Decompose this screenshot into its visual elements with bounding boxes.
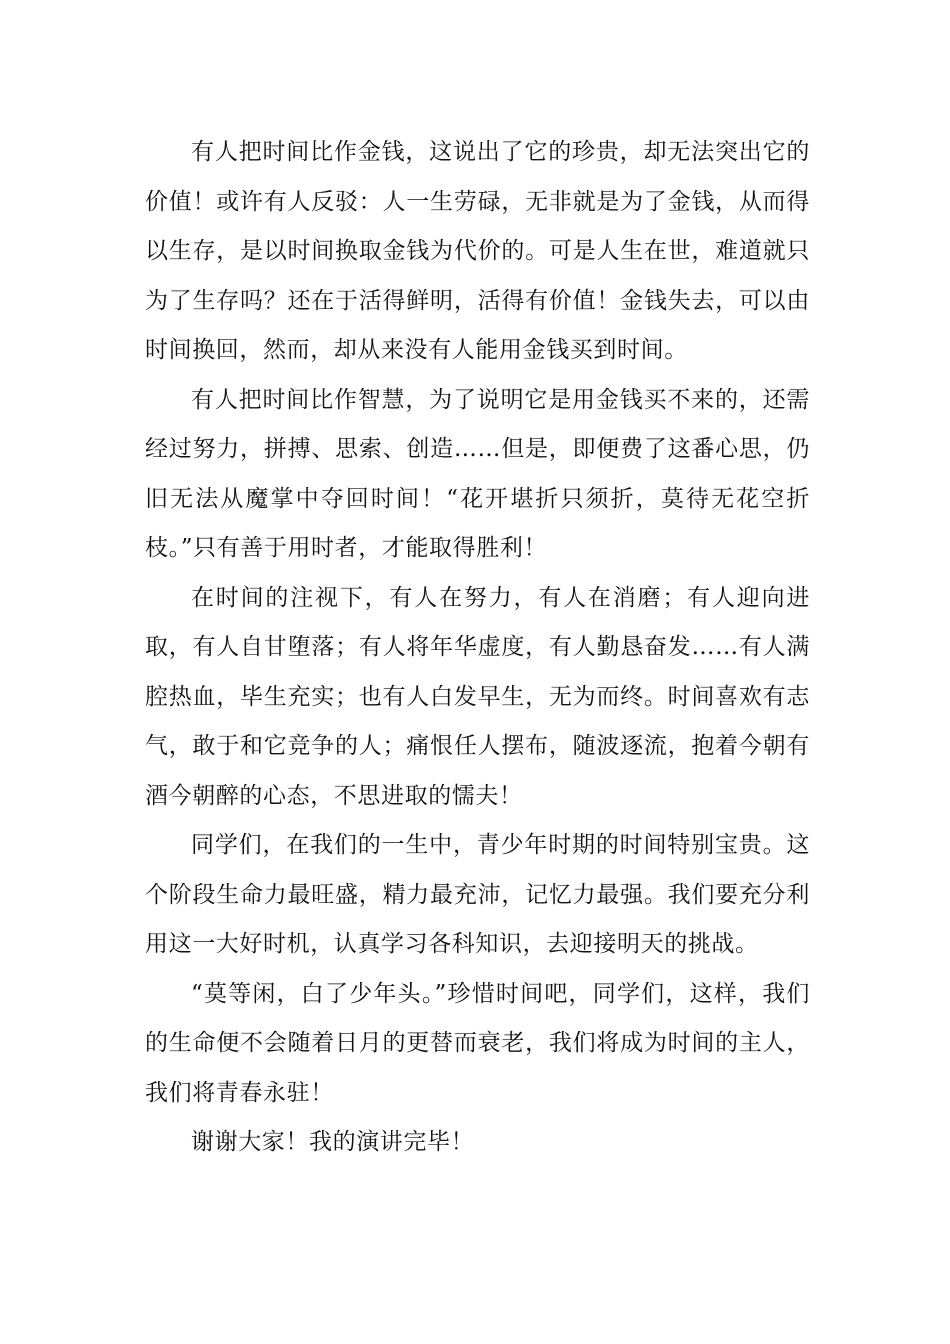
paragraph-cherish-time: “莫等闲，白了少年头。”珍惜时间吧，同学们，这样，我们的生命便不会随着日月的更替而衰老，我们将成为时间的主人，我们将青春永驻！ (145, 980, 810, 1106)
paragraph-time-as-money: 有人把时间比作金钱，这说出了它的珍贵，却无法突出它的价值！或许有人反驳：人一生劳碌，无非就是为了金钱，从而得以生存，是以时间换取金钱为代价的。可是人生在世，难道就只为了生存吗？还在于活得鲜明，活得有价值！金钱失去，可以由时间换回，然而，却从来没有人能用金钱买到时间。 (145, 139, 810, 363)
paragraph-time-as-wisdom: 有人把时间比作智慧，为了说明它是用金钱买不来的，还需经过努力，拼搏、思索、创造……但是，即便费了这番心思，仍旧无法从魔掌中夺回时间！“花开堪折只须折，莫待无花空折枝。”只有善于用时者，才能取得胜利！ (145, 386, 810, 561)
paragraph-youth-precious: 同学们，在我们的一生中，青少年时期的时间特别宝贵。这个阶段生命力最旺盛，精力最充沛，记忆力最强。我们要充分利用这一大好时机，认真学习各科知识，去迎接明天的挑战。 (145, 832, 810, 957)
paragraph-under-gaze-of-time: 在时间的注视下，有人在努力，有人在消磨；有人迎向进取，有人自甘堕落；有人将年华虚度，有人勤恳奋发……有人满腔热血，毕生充实；也有人白发早生，无为而终。时间喜欢有志气，敢于和它竞争的人；痛恨任人摆布，随波逐流，抱着今朝有酒今朝醉的心态，不思进取的懦夫！ (145, 584, 810, 809)
paragraph-closing-thanks: 谢谢大家！我的演讲完毕！ (191, 1129, 475, 1155)
speech-body (145, 128, 810, 1168)
